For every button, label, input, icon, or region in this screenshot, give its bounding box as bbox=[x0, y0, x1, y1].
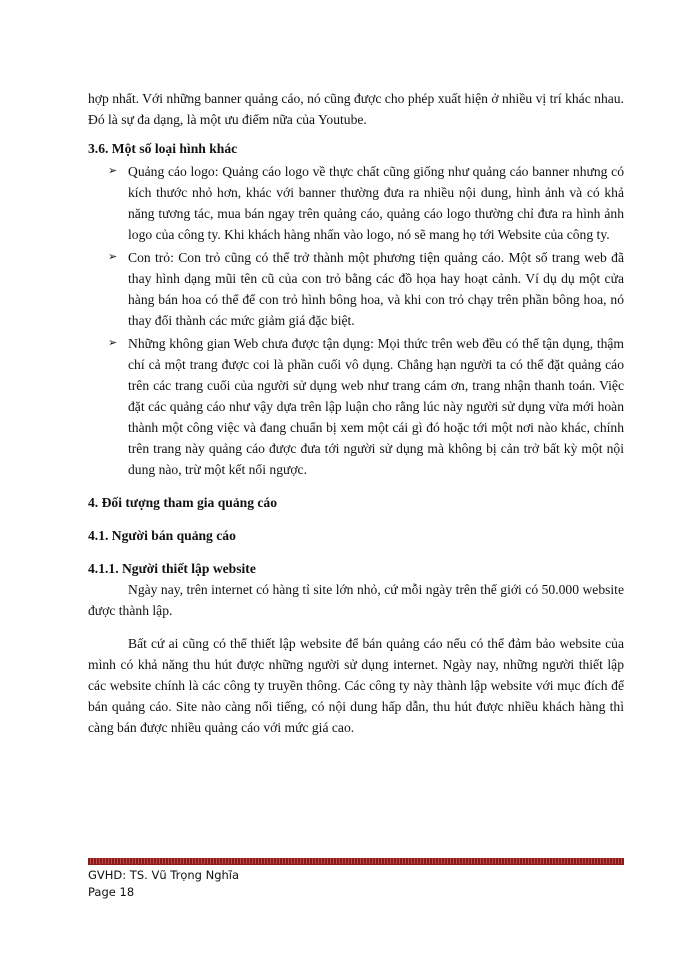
intro-paragraph: hợp nhất. Với những banner quảng cáo, nó cũng được cho phép xuất hiện ở nhiều vị trí khác nhau. Đó là sự đa dạng, là một ưu điểm nữa của Youtube. bbox=[88, 91, 624, 127]
footer-page-number: Page 18 bbox=[88, 885, 135, 899]
arrow-bullet-icon: ➢ bbox=[108, 251, 118, 263]
section-4-heading: 4. Đối tượng tham gia quảng cáo bbox=[88, 495, 278, 510]
list-item bbox=[88, 247, 624, 331]
section-4-1-heading: 4.1. Người bán quảng cáo bbox=[88, 528, 236, 543]
paragraph-website-count: Ngày nay, trên internet có hàng tỉ site lớn nhỏ, cứ mỗi ngày trên thế giới có 50.000 website được thành lập. bbox=[88, 582, 624, 618]
list-item bbox=[88, 161, 624, 245]
arrow-bullet-icon: ➢ bbox=[108, 165, 118, 177]
bullet-text: Những không gian Web chưa được tận dụng: Mọi thức trên web đều có thể tận dụng, thậm chí cả một trang được coi là phần cuối vô dụng. Chẳng hạn người ta có thể đặt quảng cáo trên các trang cuối của người sử dụng web như trang cám ơn, trang nhận thanh toán. Việc đặt các quảng cáo như vậy dựa trên lập luận cho rằng lúc này người sử dụng vừa mới hoàn thành một công việc và đang chuẩn bị xem một cái gì đó hoặc tới một nơi nào khác, chính trên trang này quảng cáo được đưa tới người sử dụng mà không bị cản trở bất kỳ một nội dung nào, trừ một kết nối ngược. bbox=[128, 336, 624, 477]
document-body bbox=[88, 88, 624, 738]
list-item bbox=[88, 333, 624, 480]
footer-divider bbox=[88, 858, 624, 865]
bullet-text: Con trỏ: Con trỏ cũng có thể trở thành một phương tiện quảng cáo. Một số trang web đã thay hình dạng mũi tên cũ của con trỏ bằng các đồ họa hay hoạt cảnh. Ví dụ dụ một cửa hàng bán hoa có thể để con trỏ hình bông hoa, và khi con trỏ chạy trên phần bông hoa, nó thay đổi thành các mức giảm giá đặc biệt. bbox=[128, 250, 624, 328]
section-4-1-1-heading: 4.1.1. Người thiết lập website bbox=[88, 561, 256, 576]
section-3-6-heading: 3.6. Một số loại hình khác bbox=[88, 141, 238, 156]
bullet-text: Quảng cáo logo: Quảng cáo logo về thực chất cũng giống như quảng cáo banner nhưng có kích thước nhỏ hơn, khác với banner thường đưa ra nhiều nội dung, hình ảnh và có khả năng tương tác, mua bán ngay trên quảng cáo, quảng cáo logo thường chỉ đưa ra hình ảnh logo của công ty. Khi khách hàng nhấn vào logo, nó sẽ mang họ tới Website của công ty. bbox=[128, 164, 624, 242]
paragraph-website-owners: Bất cứ ai cũng có thể thiết lập website để bán quảng cáo nếu có thể đảm bảo website của mình có khả năng thu hút được những người sử dụng internet. Ngày nay, những người thiết lập các website chính là các công ty truyền thông. Các công ty này thành lập website với mục đích để bán quảng cáo. Site nào càng nổi tiếng, có nội dung hấp dẫn, thu hút được nhiều khách hàng thì càng bán được nhiều quảng cáo với mức giá cao. bbox=[88, 636, 624, 735]
bullet-list bbox=[88, 161, 624, 480]
arrow-bullet-icon: ➢ bbox=[108, 337, 118, 349]
footer-advisor: GVHD: TS. Vũ Trọng Nghĩa bbox=[88, 868, 240, 882]
page-footer bbox=[88, 867, 239, 901]
